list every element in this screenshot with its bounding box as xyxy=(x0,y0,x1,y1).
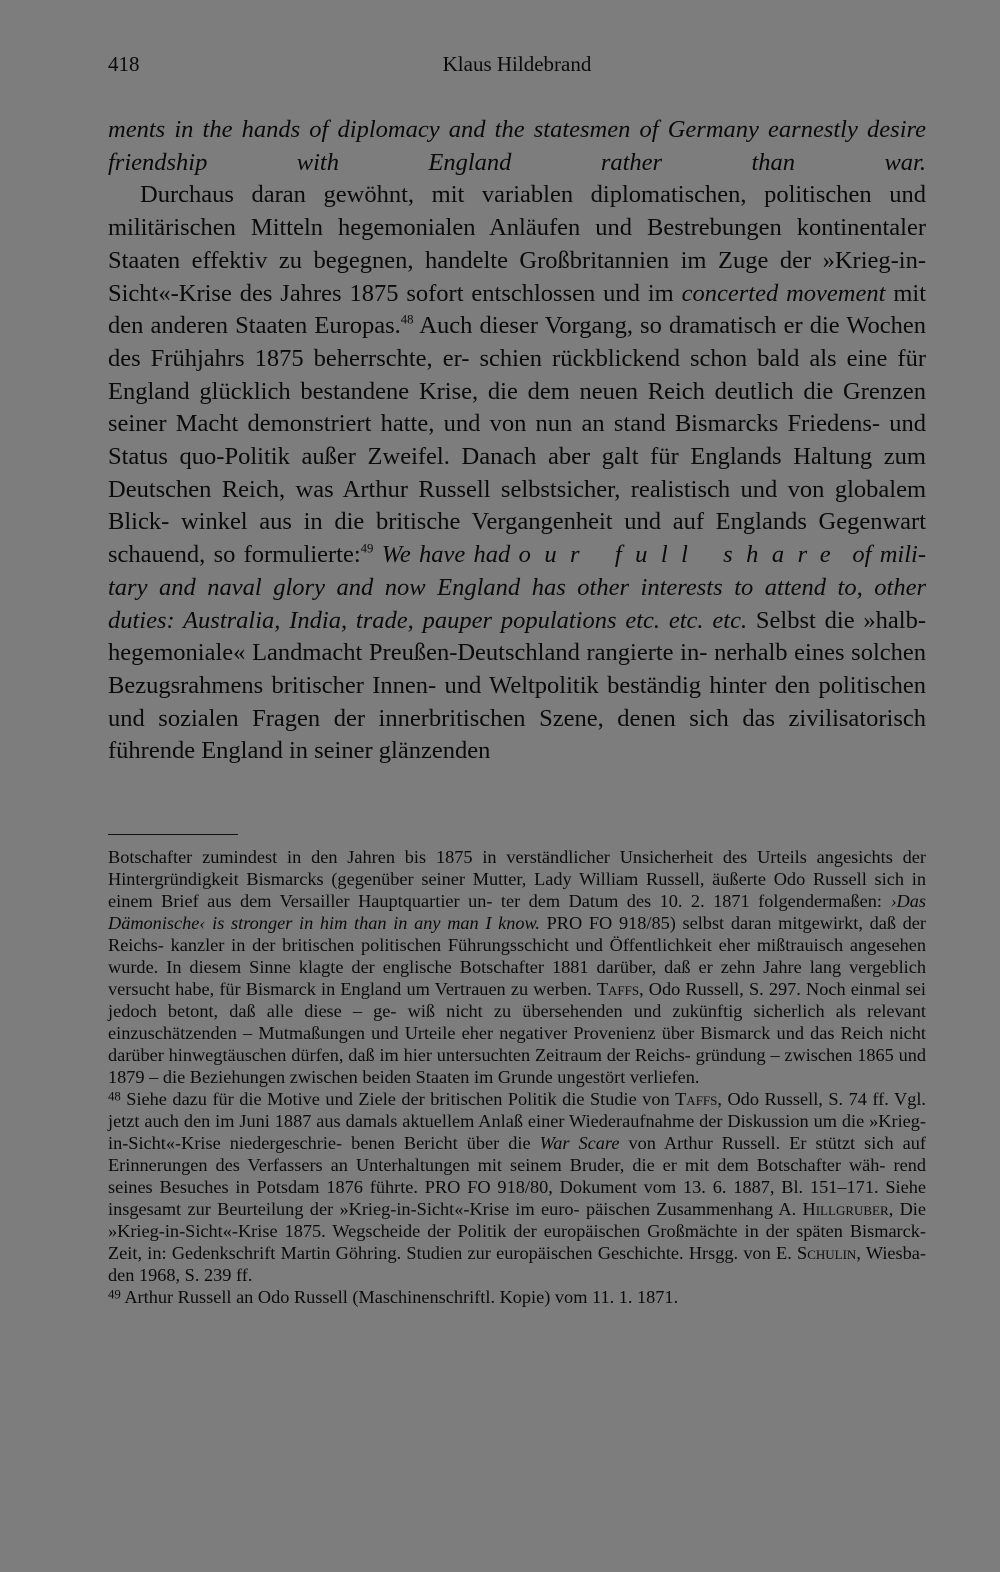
body-line: Auch dieser xyxy=(413,312,538,340)
body-paragraph xyxy=(108,114,926,179)
footnote-line: angesehen wurde. In diesem Sinne klagte der englische Botschafter 1881 darüber, daß er xyxy=(108,935,927,977)
author-name: Hillgruber xyxy=(802,1199,889,1219)
page-header xyxy=(108,52,926,86)
body-line: schien rückblickend schon bald als eine für England glücklich bestandene xyxy=(108,344,926,405)
footnote-49 xyxy=(108,1286,926,1308)
body-line: Krise, die dem neuen Reich deutlich die Grenzen seiner Macht demonstriert xyxy=(108,377,927,438)
main-body-text xyxy=(108,114,926,768)
footnote-title: War Scare xyxy=(539,1133,620,1153)
quote-text: of mili- xyxy=(844,541,927,569)
footnote-quote: than in any man I know. xyxy=(354,913,540,933)
author-name: Taffs xyxy=(596,979,640,999)
footnote-line: des Verfassers an Unterhaltungen mit seinem Bruder, die er mit dem Botschafter wäh- xyxy=(215,1155,886,1175)
footnote-line: Grunde ungestört verliefen. xyxy=(497,1067,700,1087)
body-paragraph xyxy=(108,179,926,768)
body-line: winkel aus in die britische Vergangenheit und auf Englands Gegenwart xyxy=(180,508,927,536)
footnote-line: nicht darüber hinwegtäuschen dürfen, daß im hier untersuchten Zeitraum der Reichs- xyxy=(108,1023,926,1065)
footnote-line: einer Wiederaufnahme der Diskussion um die »Krieg-in-Sicht«-Krise niedergeschrie- xyxy=(108,1111,926,1153)
footnote-line: päischen Zusammenhang A. xyxy=(586,1199,803,1219)
body-line: hatte, und von nun an stand Bismarcks Friedens- und Status quo-Politik xyxy=(108,410,927,471)
footnote-ref-48[interactable]: 48 xyxy=(400,312,414,327)
body-line: ments in the hands of diplomacy and the statesmen of Germany earnestly xyxy=(108,116,858,143)
footnote-continued xyxy=(108,846,926,1088)
footnote-ref-49[interactable]: 49 xyxy=(360,541,374,556)
footnote-line: Martin Göhring. Studien zur europäischen Geschichte. Hrsgg. von E. xyxy=(280,1243,798,1263)
footnotes xyxy=(108,846,926,1308)
body-line: nerhalb eines solchen Bezugsrahmens britischer Innen- und Weltpolitik xyxy=(108,639,927,699)
body-line: Reich, was Arthur Russell selbstsicher, realistisch und von globalem Blick- xyxy=(108,475,926,536)
footnote-line: Botschafter zumindest in den Jahren bis 1875 in verständlicher Unsicherheit des Urteils xyxy=(108,847,807,867)
footnote-quote: ›Das Dämonische‹ is stronger in him xyxy=(108,891,926,933)
body-line: beständig hinter den politischen und sozialen Fragen der innerbritischen xyxy=(108,671,927,732)
quote-text: tary and naval glory and now England has other interests to attend to, xyxy=(108,573,863,601)
body-line: Selbst xyxy=(747,606,816,634)
body-line: kontinentaler Staaten effektiv zu begegnen, handelte Großbritannien im xyxy=(108,214,926,274)
running-head: Klaus Hildebrand xyxy=(442,52,592,76)
body-line: und militärischen Mitteln hegemonialen Anläufen und Bestrebungen xyxy=(108,181,927,242)
footnote-line: , Wiesba- xyxy=(856,1243,926,1263)
body-line: Szene, denen sich das zivilisatorisch führende England in seiner glänzenden xyxy=(108,704,926,765)
footnote-line: Arthur Russell an Odo Russell (Maschinenschriftl. Kopie) vom 11. 1. 1871. xyxy=(120,1287,679,1307)
footnote-line: , xyxy=(717,1089,722,1109)
quote-text: other duties: Australia, India, trade, pauper populations etc. etc. etc. xyxy=(108,573,926,634)
footnote-number: 48 xyxy=(108,1089,121,1104)
footnote-line: angesichts der Hintergründigkeit Bismarcks (gegenüber seiner Mutter, Lady William xyxy=(108,847,926,889)
footnote-line: benen Bericht über die xyxy=(351,1133,540,1153)
footnote-line: den 1968, S. 239 ff. xyxy=(108,1265,253,1285)
body-line: die »halb-hegemoniale« Landmacht Preußen-Deutschland rangierte in- xyxy=(108,606,927,667)
quote-text: We have had xyxy=(373,541,519,569)
footnote-separator xyxy=(108,834,238,835)
footnote-line: , Die »Krieg-in-Sicht«-Krise 1875. Wegscheide xyxy=(108,1199,927,1241)
footnote-line: PRO FO 918/85) selbst daran mitgewirkt, daß der Reichs- xyxy=(108,913,927,955)
footnote-line: werben. xyxy=(533,979,597,999)
footnote-line: zehn Jahre lang vergeblich versucht habe, für Bismarck in England um Vertrauen zu xyxy=(108,957,926,999)
body-line: im xyxy=(647,279,682,307)
footnote-line: rend seines Besuches in Potsdam 1876 führte. PRO FO 918/80, Dokument vom 13. 6. xyxy=(108,1155,926,1197)
footnote-line: Mutmaßungen und Urteile eher negativer Provenienz über Bismarck und das Reich xyxy=(258,1023,884,1043)
footnote-line: von Arthur Russell. Er stützt sich auf Erinnerungen xyxy=(108,1133,927,1175)
body-line-italic: concerted movement xyxy=(681,279,886,307)
body-line: Zuge der »Krieg-in-Sicht«-Krise des Jahres 1875 sofort entschlossen und xyxy=(108,246,927,307)
author-name: Schulin xyxy=(797,1243,857,1263)
footnote-line: Odo Russell, S. 74 ff. Vgl. jetzt auch den im Juni 1887 aus damals aktuellem Anlaß xyxy=(108,1089,927,1131)
body-line: Durchaus daran gewöhnt, mit variablen diplomatischen, politischen xyxy=(140,181,872,209)
footnote-line: wiß nicht zu übersehenden und zukünftig sicherlich als relevant einzuschätzenden – xyxy=(108,1001,926,1043)
body-line: schauend, so formulierte: xyxy=(108,541,361,569)
footnote-line: 1887, Bl. 151–171. Siehe insgesamt zur Beurteilung der »Krieg-in-Sicht«-Krise im euro- xyxy=(108,1177,926,1219)
body-line: Vorgang, so dramatisch er die Wochen des Frühjahrs 1875 beherrschte, er- xyxy=(108,312,926,372)
body-line: mit den anderen Staaten Europas. xyxy=(108,279,926,340)
footnote-line: gründung – zwischen 1865 und 1879 – die Beziehungen zwischen beiden Staaten im xyxy=(108,1045,927,1087)
footnote-line: kanzler in der britischen politischen Führungsschicht und Öffentlichkeit eher mißtrauisch xyxy=(170,935,844,955)
footnote-line: , Odo Russell, S. 297. Noch einmal sei jedoch betont, daß alle diese – ge- xyxy=(108,979,926,1021)
author-name: Taffs xyxy=(675,1089,718,1109)
footnote-number: 49 xyxy=(108,1287,121,1302)
page-number: 418 xyxy=(108,52,140,76)
footnote-line: ter dem Datum des 10. 2. 1871 folgendermaßen: xyxy=(500,891,891,911)
footnote-line: der Politik der europäischen Großmächte in der späten Bismarck-Zeit, in: Gedenkschrift xyxy=(108,1221,926,1263)
footnote-48 xyxy=(108,1088,926,1286)
body-line: außer Zweifel. Danach aber galt für Englands Haltung zum Deutschen xyxy=(108,443,926,503)
footnote-line: Russell, äußerte Odo Russell sich in einem Brief aus dem Versailler Hauptquartier un- xyxy=(108,869,926,911)
footnote-line: Siehe dazu für die Motive und Ziele der britischen Politik die Studie von xyxy=(120,1089,676,1109)
body-line: desire friendship with England rather than war. xyxy=(108,116,927,176)
quote-spaced-text: our full share xyxy=(518,541,845,569)
